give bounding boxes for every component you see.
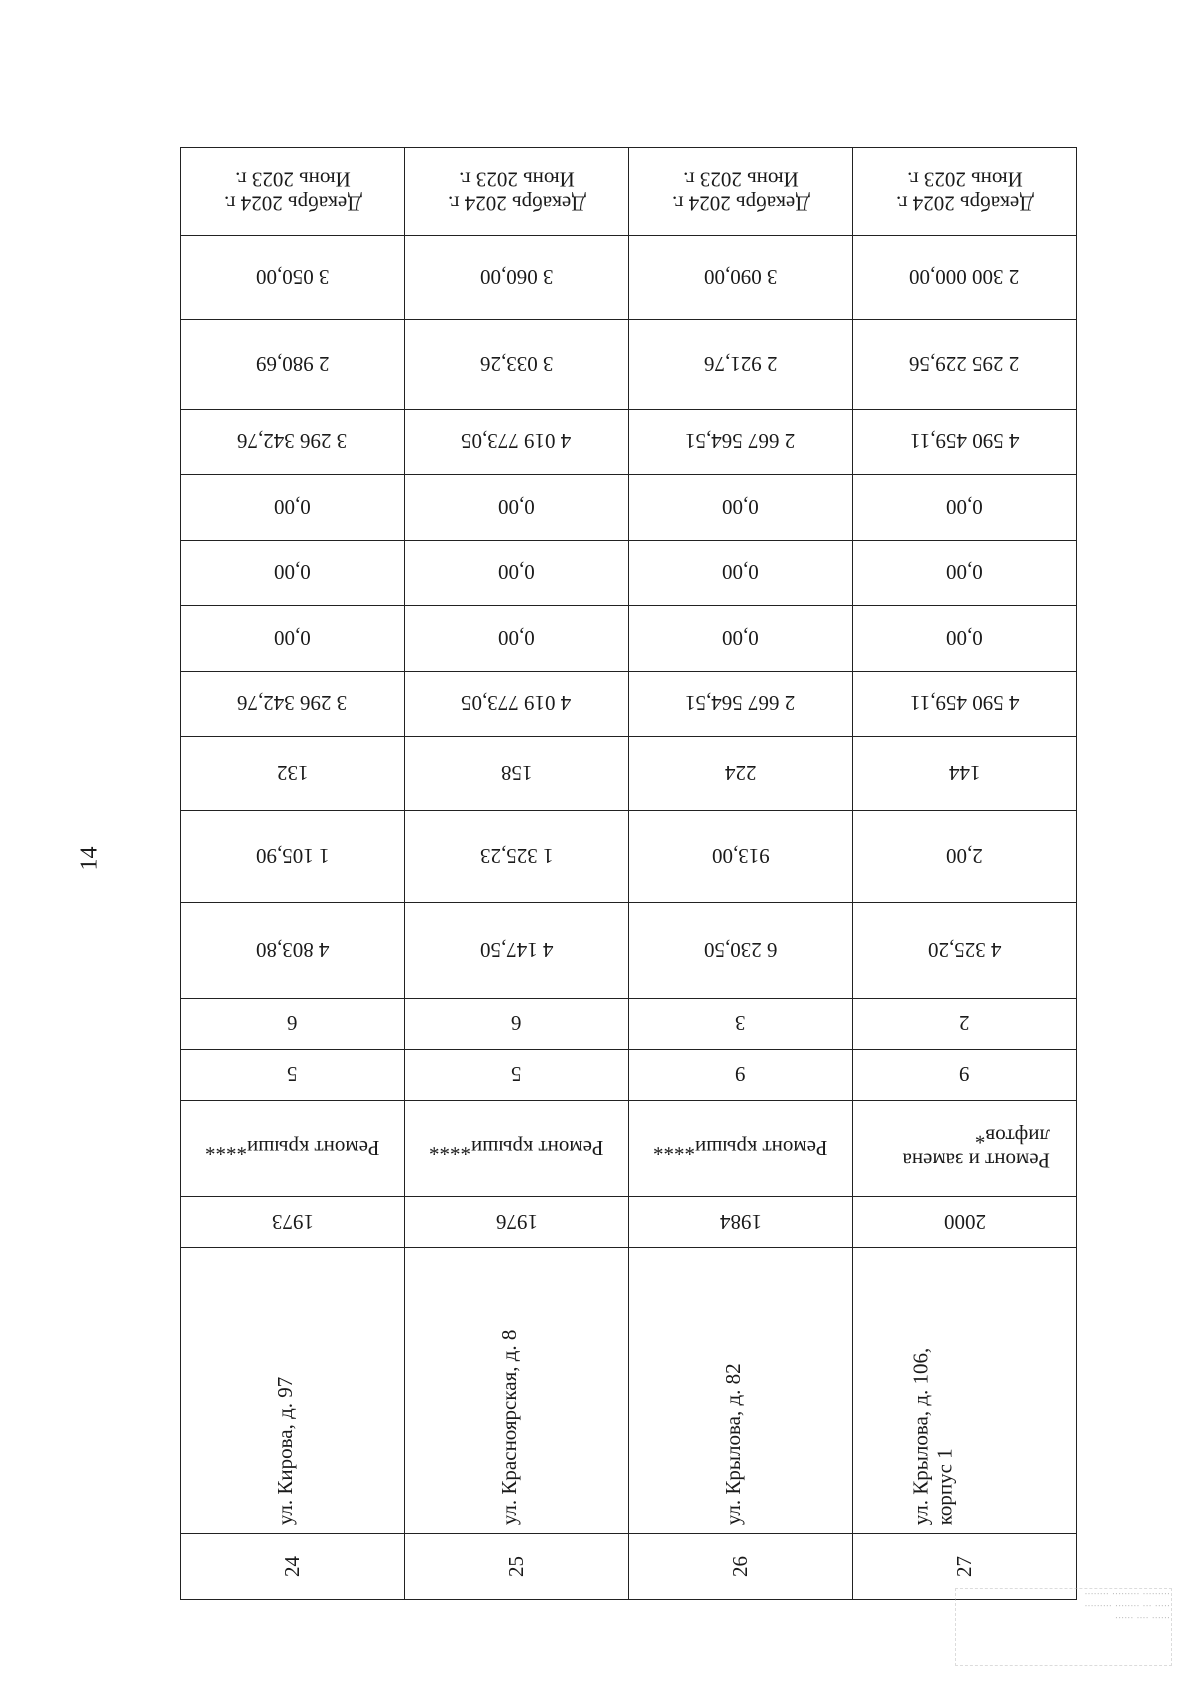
work-type-cell: Ремонт крыши**** (205, 1136, 380, 1161)
zero-cell: 0,00 (498, 625, 535, 650)
unit-cost-cell: 2 295 229,56 (909, 351, 1020, 376)
row-count (181, 736, 1077, 810)
sum-cell: 2 667 564,51 (685, 691, 796, 716)
repair-schedule-table (180, 147, 1077, 1600)
work-type-cell: Ремонт крыши**** (429, 1136, 604, 1161)
entrances-cell: 6 (287, 1011, 298, 1036)
zero-cell: 0,00 (946, 560, 983, 585)
row-unit-cost (181, 319, 1077, 409)
period-cell: Декабрь 2024 г. Июнь 2023 г. (671, 167, 810, 216)
floors-cell: 5 (287, 1062, 298, 1087)
row-number-cell: 24 (280, 1556, 304, 1578)
row-number (181, 1534, 1077, 1600)
sum-cell: 4 019 773,05 (461, 691, 572, 716)
address-cell: ул. Крылова, д. 82 (720, 1363, 745, 1526)
sum-total-cell: 4 590 459,11 (909, 429, 1020, 454)
year-cell: 2000 (943, 1209, 986, 1234)
row-work-type (181, 1100, 1077, 1196)
unit-limit-cell: 3 060,00 (479, 265, 554, 289)
row-number-cell: 27 (952, 1556, 976, 1578)
sum-cell: 4 590 459,11 (909, 691, 1020, 716)
count-cell: 144 (948, 760, 981, 785)
address-cell: ул. Красноярская, д. 8 (496, 1329, 521, 1526)
unit-cost-cell: 3 033,26 (479, 351, 554, 376)
entrances-cell: 2 (959, 1011, 970, 1036)
unit-cost-cell: 2 980,69 (255, 351, 330, 376)
address-cell: ул. Кирова, д. 97 (272, 1377, 297, 1526)
period-cell: Декабрь 2024 г. Июнь 2023 г. (895, 167, 1034, 216)
row-address (181, 1248, 1077, 1534)
row-zero-2 (181, 540, 1077, 605)
unit-limit-cell: 3 090,00 (703, 265, 778, 289)
sum-total-cell: 4 019 773,05 (461, 429, 572, 454)
floors-cell: 9 (735, 1062, 746, 1087)
row-unit-limit (181, 235, 1077, 319)
count-cell: 158 (500, 760, 533, 785)
unit-limit-cell: 3 050,00 (255, 265, 330, 289)
area2-cell: 1 325,23 (479, 843, 554, 868)
entrances-cell: 6 (511, 1011, 522, 1036)
period-cell: Декабрь 2024 г. Июнь 2023 г. (447, 167, 586, 216)
sum-total-cell: 3 296 342,76 (237, 429, 348, 454)
count-cell: 224 (724, 760, 757, 785)
row-zero-1 (181, 606, 1077, 671)
row-period (181, 148, 1077, 236)
row-floors (181, 1049, 1077, 1100)
row-entrances (181, 998, 1077, 1049)
zero-cell: 0,00 (722, 625, 759, 650)
row-year (181, 1197, 1077, 1248)
zero-cell: 0,00 (946, 495, 983, 520)
entrances-cell: 3 (735, 1011, 746, 1036)
row-area (181, 902, 1077, 998)
faded-stamp: ......... ......... ........ ..... ... ........ ......... ...... .... ...... (1084, 1590, 1170, 1626)
period-cell: Декабрь 2024 г. Июнь 2023 г. (223, 167, 362, 216)
year-cell: 1973 (271, 1209, 314, 1234)
sum-total-cell: 2 667 564,51 (685, 429, 796, 454)
floors-cell: 9 (959, 1062, 970, 1087)
area-cell: 4 147,50 (479, 937, 554, 962)
year-cell: 1976 (495, 1209, 538, 1234)
address-cell: ул. Крылова, д. 106, корпус 1 (908, 1347, 957, 1526)
unit-cost-cell: 2 921,76 (703, 351, 778, 376)
zero-cell: 0,00 (722, 560, 759, 585)
row-sum (181, 671, 1077, 736)
row-zero-3 (181, 475, 1077, 540)
sum-cell: 3 296 342,76 (237, 691, 348, 716)
area2-cell: 2,00 (946, 843, 983, 868)
unit-limit-cell: 2 300 000,00 (909, 265, 1020, 289)
zero-cell: 0,00 (722, 495, 759, 520)
work-type-cell: Ремонт и замена лифтов* (902, 1124, 1050, 1173)
row-area2 (181, 810, 1077, 902)
zero-cell: 0,00 (274, 560, 311, 585)
row-number-cell: 26 (728, 1556, 752, 1578)
year-cell: 1984 (719, 1209, 762, 1234)
area2-cell: 913,00 (711, 843, 770, 868)
zero-cell: 0,00 (946, 625, 983, 650)
zero-cell: 0,00 (274, 495, 311, 520)
zero-cell: 0,00 (498, 495, 535, 520)
zero-cell: 0,00 (274, 625, 311, 650)
work-type-cell: Ремонт крыши**** (653, 1136, 828, 1161)
row-sum-total (181, 409, 1077, 474)
count-cell: 132 (276, 760, 309, 785)
row-number-cell: 25 (504, 1556, 528, 1578)
floors-cell: 5 (511, 1062, 522, 1087)
page-number: 14 (76, 846, 103, 871)
area2-cell: 1 105,90 (255, 843, 330, 868)
area-cell: 4 325,20 (927, 937, 1002, 962)
area-cell: 6 230,50 (703, 937, 778, 962)
zero-cell: 0,00 (498, 560, 535, 585)
area-cell: 4 803,80 (255, 937, 330, 962)
